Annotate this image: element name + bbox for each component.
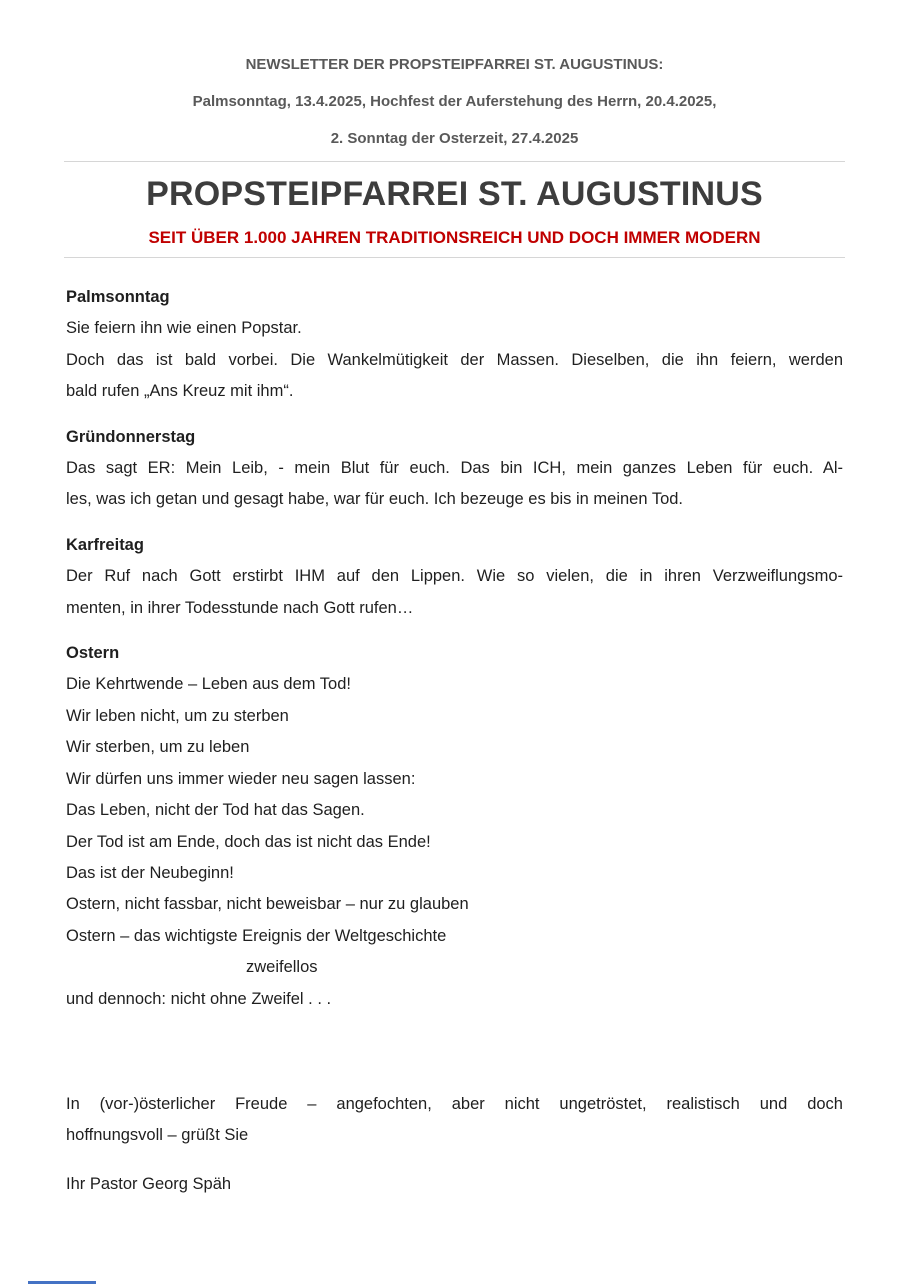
body-line: Die Kehrtwende – Leben aus dem Tod! bbox=[66, 675, 351, 694]
body-line: bald rufen „Ans Kreuz mit ihm“. bbox=[66, 382, 294, 401]
newsletter-header-line1: NEWSLETTER DER PROPSTEIPFARREI ST. AUGUSTINUS: bbox=[245, 56, 664, 73]
page-title: PROPSTEIPFARREI ST. AUGUSTINUS bbox=[146, 175, 763, 213]
body-line: Wir dürfen uns immer wieder neu sagen lassen: bbox=[66, 769, 416, 788]
body-line: Wir sterben, um zu leben bbox=[66, 738, 250, 757]
section-heading: Karfreitag bbox=[66, 535, 144, 554]
section-gründonnerstag bbox=[66, 422, 843, 516]
body-line: zweifellos bbox=[246, 958, 318, 977]
body-line: In (vor-)österlicher Freude – angefochten, aber nicht ungetröstet, realistisch und doch bbox=[66, 1094, 843, 1113]
footer-blue-line bbox=[28, 1281, 96, 1284]
section-palmsonntag bbox=[66, 282, 843, 408]
body-line: hoffnungsvoll – grüßt Sie bbox=[66, 1126, 249, 1145]
newsletter-header-line2: Palmsonntag, 13.4.2025, Hochfest der Auferstehung des Herrn, 20.4.2025, bbox=[192, 93, 717, 110]
section-ostern bbox=[66, 638, 843, 1015]
closing-paragraph bbox=[66, 1089, 843, 1152]
section-heading: Palmsonntag bbox=[66, 288, 170, 306]
masthead-divider bbox=[64, 257, 845, 258]
body-line: Doch das ist bald vorbei. Die Wankelmütigkeit der Massen. Dieselben, die ihn feiern, werden bbox=[66, 350, 843, 369]
newsletter-header-line3: 2. Sonntag der Osterzeit, 27.4.2025 bbox=[330, 130, 579, 147]
body-line: und dennoch: nicht ohne Zweifel . . . bbox=[66, 989, 332, 1008]
body-line: Der Tod ist am Ende, doch das ist nicht das Ende! bbox=[66, 832, 431, 851]
header-divider bbox=[64, 161, 845, 162]
body-line: Der Ruf nach Gott erstirbt IHM auf den Lippen. Wie so vielen, die in ihren Verzweiflungsmo- bbox=[66, 567, 843, 586]
body-line: Sie feiern ihn wie einen Popstar. bbox=[66, 319, 302, 338]
body-line: menten, in ihrer Todesstunde nach Gott rufen… bbox=[66, 598, 414, 617]
body-line: Das Leben, nicht der Tod hat das Sagen. bbox=[66, 801, 365, 820]
body-line: Ostern, nicht fassbar, nicht beweisbar – nur zu glauben bbox=[66, 895, 469, 914]
section-heading: Ostern bbox=[66, 644, 120, 663]
body-line: les, was ich getan und gesagt habe, war für euch. Ich bezeuge es bis in meinen Tod. bbox=[66, 490, 684, 509]
section-heading: Gründonnerstag bbox=[66, 427, 196, 446]
newsletter-body bbox=[66, 282, 843, 1015]
body-line: Das sagt ER: Mein Leib, - mein Blut für euch. Das bin ICH, mein ganzes Leben für euch. Al- bbox=[66, 459, 843, 478]
body-line: Ostern – das wichtigste Ereignis der Weltgeschichte bbox=[66, 926, 447, 945]
page-subtitle: SEIT ÜBER 1.000 JAHREN TRADITIONSREICH UND DOCH IMMER MODERN bbox=[148, 228, 761, 247]
newsletter-header bbox=[0, 0, 909, 161]
body-line: Wir leben nicht, um zu sterben bbox=[66, 706, 289, 725]
signature: Ihr Pastor Georg Späh bbox=[66, 1174, 232, 1193]
section-karfreitag bbox=[66, 530, 843, 624]
body-line: Das ist der Neubeginn! bbox=[66, 863, 234, 882]
closing-block bbox=[66, 1089, 843, 1200]
